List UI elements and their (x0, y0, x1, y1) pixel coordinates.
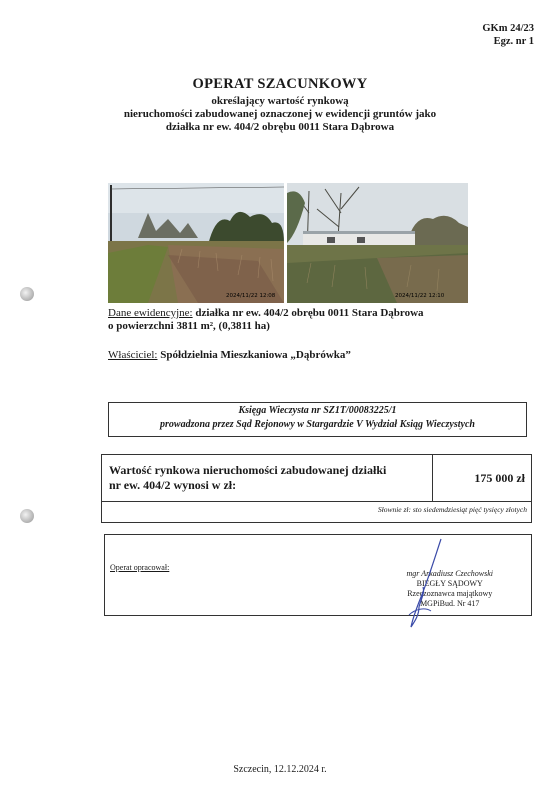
valuation-amount: 175 000 zł (474, 471, 525, 485)
owner-name: Spółdzielnia Mieszkaniowa „Dąbrówka” (157, 349, 351, 361)
land-register-court: prowadzona przez Sąd Rejonowy w Stargardzie V Wydział Ksiąg Wieczystych (160, 419, 475, 430)
valuation-label-cell (102, 455, 433, 502)
valuation-box (101, 454, 532, 523)
valuation-label-line-2: nr ew. 404/2 wynosi w zł: (109, 478, 237, 492)
cadastral-area: o powierzchni 3811 m², (0,3811 ha) (108, 320, 270, 332)
owner-line (108, 349, 351, 362)
appraiser-name: mgr Arkadiusz Czechowski (406, 569, 493, 578)
title-block (0, 78, 560, 134)
land-register-box (108, 402, 527, 437)
copy-number: Egz. nr 1 (493, 36, 534, 47)
valuation-in-words: Słownie zł: sto siedemdziesiąt pięć tysięcy złotych (377, 505, 527, 514)
signature-box (104, 534, 532, 616)
document-reference (482, 22, 534, 48)
title-line-3: działka nr ew. 404/2 obrębu 0011 Stara Dąbrowa (165, 121, 395, 133)
owner-label: Właściciel: (108, 349, 158, 361)
appraiser-title: BIEGŁY SĄDOWY (416, 579, 483, 588)
prepared-by-label: Operat opracował: (110, 563, 170, 572)
property-photo-left (108, 183, 284, 303)
appraiser-license: MGPiBud. Nr 417 (420, 599, 480, 608)
cadastral-parcel: działka nr ew. 404/2 obrębu 0011 Stara Dąbrowa (192, 307, 424, 319)
photo-right-timestamp: 2024/11/22 12:10 (395, 293, 445, 299)
place-and-date: Szczecin, 12.12.2024 r. (233, 764, 327, 775)
appraiser-role: Rzeczoznawca majątkowy (407, 589, 493, 598)
punch-hole-bottom (20, 509, 34, 523)
handwritten-signature (395, 537, 455, 633)
photo-left-timestamp: 2024/11/22 12:08 (226, 293, 276, 299)
reference-number: GKm 24/23 (482, 23, 534, 34)
cadastral-label: Dane ewidencyjne: (108, 307, 193, 319)
title-line-1: określający wartość rynkową (211, 95, 349, 107)
title-line-2: nieruchomości zabudowanej oznaczonej w ewidencji gruntów jako (123, 108, 437, 120)
valuation-label-line-1: Wartość rynkowa nieruchomości zabudowanej działki (109, 463, 387, 477)
valuation-amount-cell (433, 455, 531, 502)
document-title: OPERAT SZACUNKOWY (192, 76, 368, 92)
land-register-number: Księga Wieczysta nr SZ1T/00083225/1 (238, 405, 397, 416)
cadastral-data (108, 307, 528, 333)
property-photo-right (287, 183, 468, 303)
punch-hole-top (20, 287, 34, 301)
